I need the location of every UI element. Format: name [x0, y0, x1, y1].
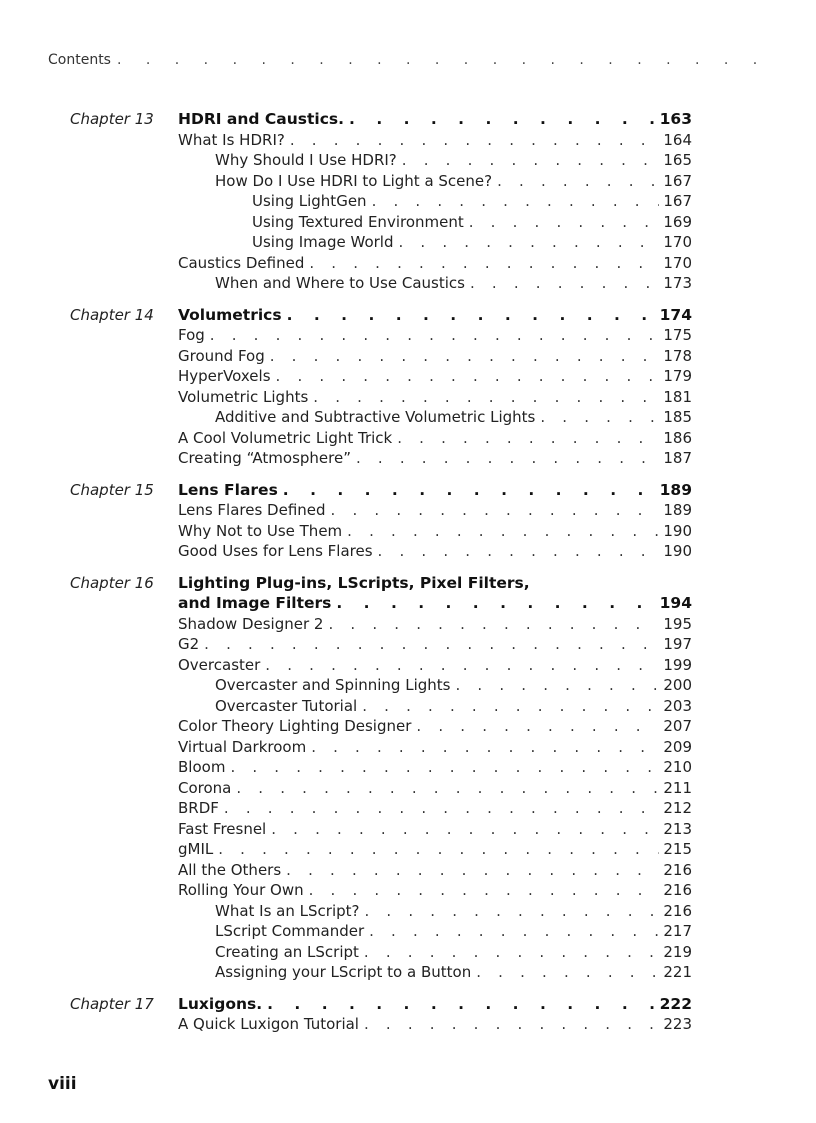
entry-title: Creating “Atmosphere” — [178, 449, 351, 467]
entry-title: Bloom — [178, 758, 226, 776]
toc-entry[interactable] — [178, 757, 692, 778]
entry-title: Overcaster — [178, 655, 261, 674]
entry-title: When and Where to Use Caustics — [215, 274, 465, 292]
page-number: 199 — [663, 655, 692, 674]
entry-title: Why Should I Use HDRI? — [215, 151, 397, 169]
page-number: 186 — [663, 428, 692, 447]
entry-title: Ground Fog — [178, 346, 265, 365]
chapter-title: Volumetrics — [178, 305, 282, 324]
page-number: 212 — [663, 799, 692, 817]
dot-leader — [397, 428, 659, 449]
dot-leader — [313, 387, 659, 408]
page-number: 169 — [663, 212, 692, 231]
chapter-label: Chapter 14 — [70, 305, 154, 324]
page-number: 215 — [663, 840, 692, 858]
entry-title: G2 — [178, 635, 200, 653]
dot-leader — [364, 901, 659, 922]
page-number: 207 — [663, 717, 692, 735]
chapter-title-line — [178, 573, 692, 594]
entry-title: What Is an LScript? — [215, 901, 360, 920]
toc-entry[interactable] — [178, 366, 692, 387]
dot-leader — [369, 921, 659, 942]
chapter-15 — [0, 480, 816, 562]
dot-leader — [276, 366, 660, 387]
toc-entry[interactable] — [178, 346, 692, 367]
toc-entry[interactable] — [178, 253, 692, 274]
dot-leader — [399, 232, 660, 253]
dot-leader — [309, 880, 660, 901]
page-number: 213 — [663, 819, 692, 838]
dot-leader — [540, 407, 659, 428]
entry-title: Fog — [178, 326, 205, 344]
chapter-title: Lens Flares — [178, 480, 278, 499]
page-number: 181 — [663, 387, 692, 406]
dot-leader — [283, 480, 656, 501]
dot-leader — [204, 634, 659, 655]
entry-title: Shadow Designer 2 — [178, 614, 324, 633]
toc-entry[interactable] — [178, 500, 692, 521]
entry-title: Creating an LScript — [215, 942, 359, 961]
dot-leader — [236, 778, 659, 799]
toc-entry[interactable] — [178, 860, 692, 881]
page-number: 187 — [663, 449, 692, 467]
entry-title: HyperVoxels — [178, 367, 271, 385]
entry-title: Using LightGen — [252, 192, 367, 210]
dot-leader — [497, 171, 659, 192]
chapter-label: Chapter 17 — [70, 994, 154, 1013]
page-number: 175 — [663, 326, 692, 344]
page-number: 185 — [663, 408, 692, 426]
dot-leader — [309, 253, 659, 274]
toc-entry[interactable] — [178, 448, 692, 469]
toc-entry[interactable] — [178, 191, 692, 212]
running-header-title: Contents — [48, 52, 111, 68]
dot-leader — [347, 521, 659, 542]
page-number: 209 — [663, 737, 692, 756]
dot-leader — [378, 541, 660, 562]
dot-leader — [402, 150, 660, 171]
dot-leader — [287, 305, 656, 326]
chapter-label: Chapter 16 — [70, 573, 154, 592]
toc-entry[interactable] — [178, 325, 692, 346]
chapter-17 — [0, 994, 816, 1035]
page-number: 195 — [663, 614, 692, 633]
toc-entry[interactable] — [178, 428, 692, 449]
page-number: 223 — [663, 1015, 692, 1033]
page-number: 179 — [663, 367, 692, 385]
chapter-title: and Image Filters — [178, 594, 332, 612]
entry-title: Caustics Defined — [178, 253, 305, 272]
toc-entry[interactable] — [178, 737, 692, 758]
page-number: 178 — [663, 346, 692, 365]
page-number: 173 — [663, 274, 692, 292]
toc-entry[interactable] — [178, 798, 692, 819]
dot-leader — [270, 346, 660, 367]
dot-leader — [372, 191, 660, 212]
chapter-title-entry[interactable] — [178, 593, 692, 614]
chapter-title-entry[interactable] — [178, 109, 692, 130]
toc-entry[interactable] — [178, 901, 692, 922]
entry-title: How Do I Use HDRI to Light a Scene? — [215, 171, 493, 190]
entry-title: Corona — [178, 778, 232, 797]
entry-title: Fast Fresnel — [178, 819, 267, 838]
toc-entry[interactable] — [178, 130, 692, 151]
toc-entry[interactable] — [178, 171, 692, 192]
chapter-13 — [0, 109, 816, 294]
toc-entry[interactable] — [178, 942, 692, 963]
chapter-label: Chapter 13 — [70, 110, 154, 128]
toc-entry[interactable] — [178, 150, 692, 171]
toc-entry[interactable] — [178, 212, 692, 233]
dot-leader — [265, 655, 659, 676]
entry-title: Virtual Darkroom — [178, 737, 307, 756]
dot-leader — [356, 448, 659, 469]
page-number: 216 — [663, 860, 692, 879]
page-folio: viii — [48, 1074, 77, 1094]
dot-leader — [349, 109, 656, 130]
dot-leader — [362, 696, 659, 717]
entry-title: Volumetric Lights — [178, 387, 309, 406]
toc-entry[interactable] — [178, 778, 692, 799]
page-number: 165 — [663, 151, 692, 169]
dot-leader — [117, 52, 756, 68]
toc-entry[interactable] — [178, 232, 692, 253]
toc-entry[interactable] — [178, 407, 692, 428]
page-number: 194 — [659, 594, 692, 612]
entry-title: Assigning your LScript to a Button — [215, 963, 472, 981]
entry-title: Additive and Subtractive Volumetric Lights — [215, 408, 536, 426]
entry-title: Lens Flares Defined — [178, 501, 326, 519]
page-number: 189 — [663, 501, 692, 519]
entry-title: What Is HDRI? — [178, 130, 285, 149]
toc-entry[interactable] — [178, 819, 692, 840]
page-number: 217 — [663, 922, 692, 940]
page-number: 216 — [663, 881, 692, 899]
entry-title: A Cool Volumetric Light Trick — [178, 428, 393, 447]
page-number: 189 — [659, 480, 692, 499]
chapter-title: HDRI and Caustics. — [178, 110, 345, 128]
toc-entry[interactable] — [178, 521, 692, 542]
page-number: 190 — [663, 521, 692, 540]
entry-title: Overcaster Tutorial — [215, 696, 358, 715]
entry-title: Good Uses for Lens Flares — [178, 542, 373, 560]
chapter-title-entry[interactable] — [178, 480, 692, 501]
entry-title: BRDF — [178, 799, 219, 817]
chapter-title: Luxigons. — [178, 994, 263, 1013]
page-number: 200 — [663, 676, 692, 694]
page-number: 170 — [663, 233, 692, 251]
dot-leader — [210, 325, 660, 346]
chapter-title-entry[interactable] — [178, 305, 692, 326]
entry-title: Color Theory Lighting Designer — [178, 717, 412, 735]
dot-leader — [311, 737, 659, 758]
page-number: 203 — [663, 696, 692, 715]
dot-leader — [267, 994, 656, 1015]
page-number: 211 — [663, 778, 692, 797]
dot-leader — [476, 962, 659, 983]
entry-title: Using Image World — [252, 233, 394, 251]
page-number: 216 — [663, 901, 692, 920]
chapter-16 — [0, 573, 816, 983]
dot-leader — [416, 716, 659, 737]
table-of-contents — [0, 109, 816, 1046]
page-number: 210 — [663, 758, 692, 776]
toc-entry[interactable] — [178, 387, 692, 408]
chapter-title-entry[interactable] — [178, 994, 692, 1015]
page-number: 219 — [663, 942, 692, 961]
toc-entry[interactable] — [178, 839, 692, 860]
toc-entry[interactable] — [178, 273, 692, 294]
page-number: 197 — [663, 635, 692, 653]
dot-leader — [364, 1014, 659, 1035]
running-header — [48, 52, 756, 72]
toc-entry[interactable] — [178, 675, 692, 696]
toc-entry[interactable] — [178, 634, 692, 655]
dot-leader — [364, 942, 659, 963]
toc-entry[interactable] — [178, 880, 692, 901]
page-number: 167 — [663, 171, 692, 190]
entry-title: Overcaster and Spinning Lights — [215, 676, 451, 694]
toc-entry[interactable] — [178, 716, 692, 737]
page-number: 163 — [659, 110, 692, 128]
toc-entry[interactable] — [178, 541, 692, 562]
entry-title: All the Others — [178, 860, 282, 879]
entry-title: gMIL — [178, 840, 214, 858]
chapter-title-first-line: Lighting Plug-ins, LScripts, Pixel Filters, — [178, 573, 530, 592]
dot-leader — [328, 614, 659, 635]
chapter-label: Chapter 15 — [70, 480, 154, 499]
page-number: 222 — [659, 994, 692, 1013]
entry-title: Why Not to Use Them — [178, 521, 343, 540]
page-number: 170 — [663, 253, 692, 272]
toc-entry[interactable] — [178, 696, 692, 717]
dot-leader — [286, 860, 659, 881]
chapter-14 — [0, 305, 816, 469]
entry-title: Rolling Your Own — [178, 881, 304, 899]
toc-entry[interactable] — [178, 962, 692, 983]
entry-title: Using Textured Environment — [252, 212, 464, 231]
page-number: 167 — [663, 192, 692, 210]
dot-leader — [470, 273, 659, 294]
toc-entry[interactable] — [178, 1014, 692, 1035]
dot-leader — [336, 593, 655, 614]
dot-leader — [331, 500, 660, 521]
toc-entry[interactable] — [178, 614, 692, 635]
dot-leader — [455, 675, 659, 696]
toc-entry[interactable] — [178, 921, 692, 942]
dot-leader — [469, 212, 660, 233]
page-number: 174 — [659, 305, 692, 324]
toc-entry[interactable] — [178, 655, 692, 676]
page-number: 221 — [663, 963, 692, 981]
page-number: 164 — [663, 130, 692, 149]
dot-leader — [271, 819, 659, 840]
dot-leader — [230, 757, 659, 778]
dot-leader — [218, 839, 659, 860]
page-number: 190 — [663, 542, 692, 560]
entry-title: LScript Commander — [215, 922, 365, 940]
dot-leader — [290, 130, 660, 151]
entry-title: A Quick Luxigon Tutorial — [178, 1015, 359, 1033]
dot-leader — [224, 798, 659, 819]
